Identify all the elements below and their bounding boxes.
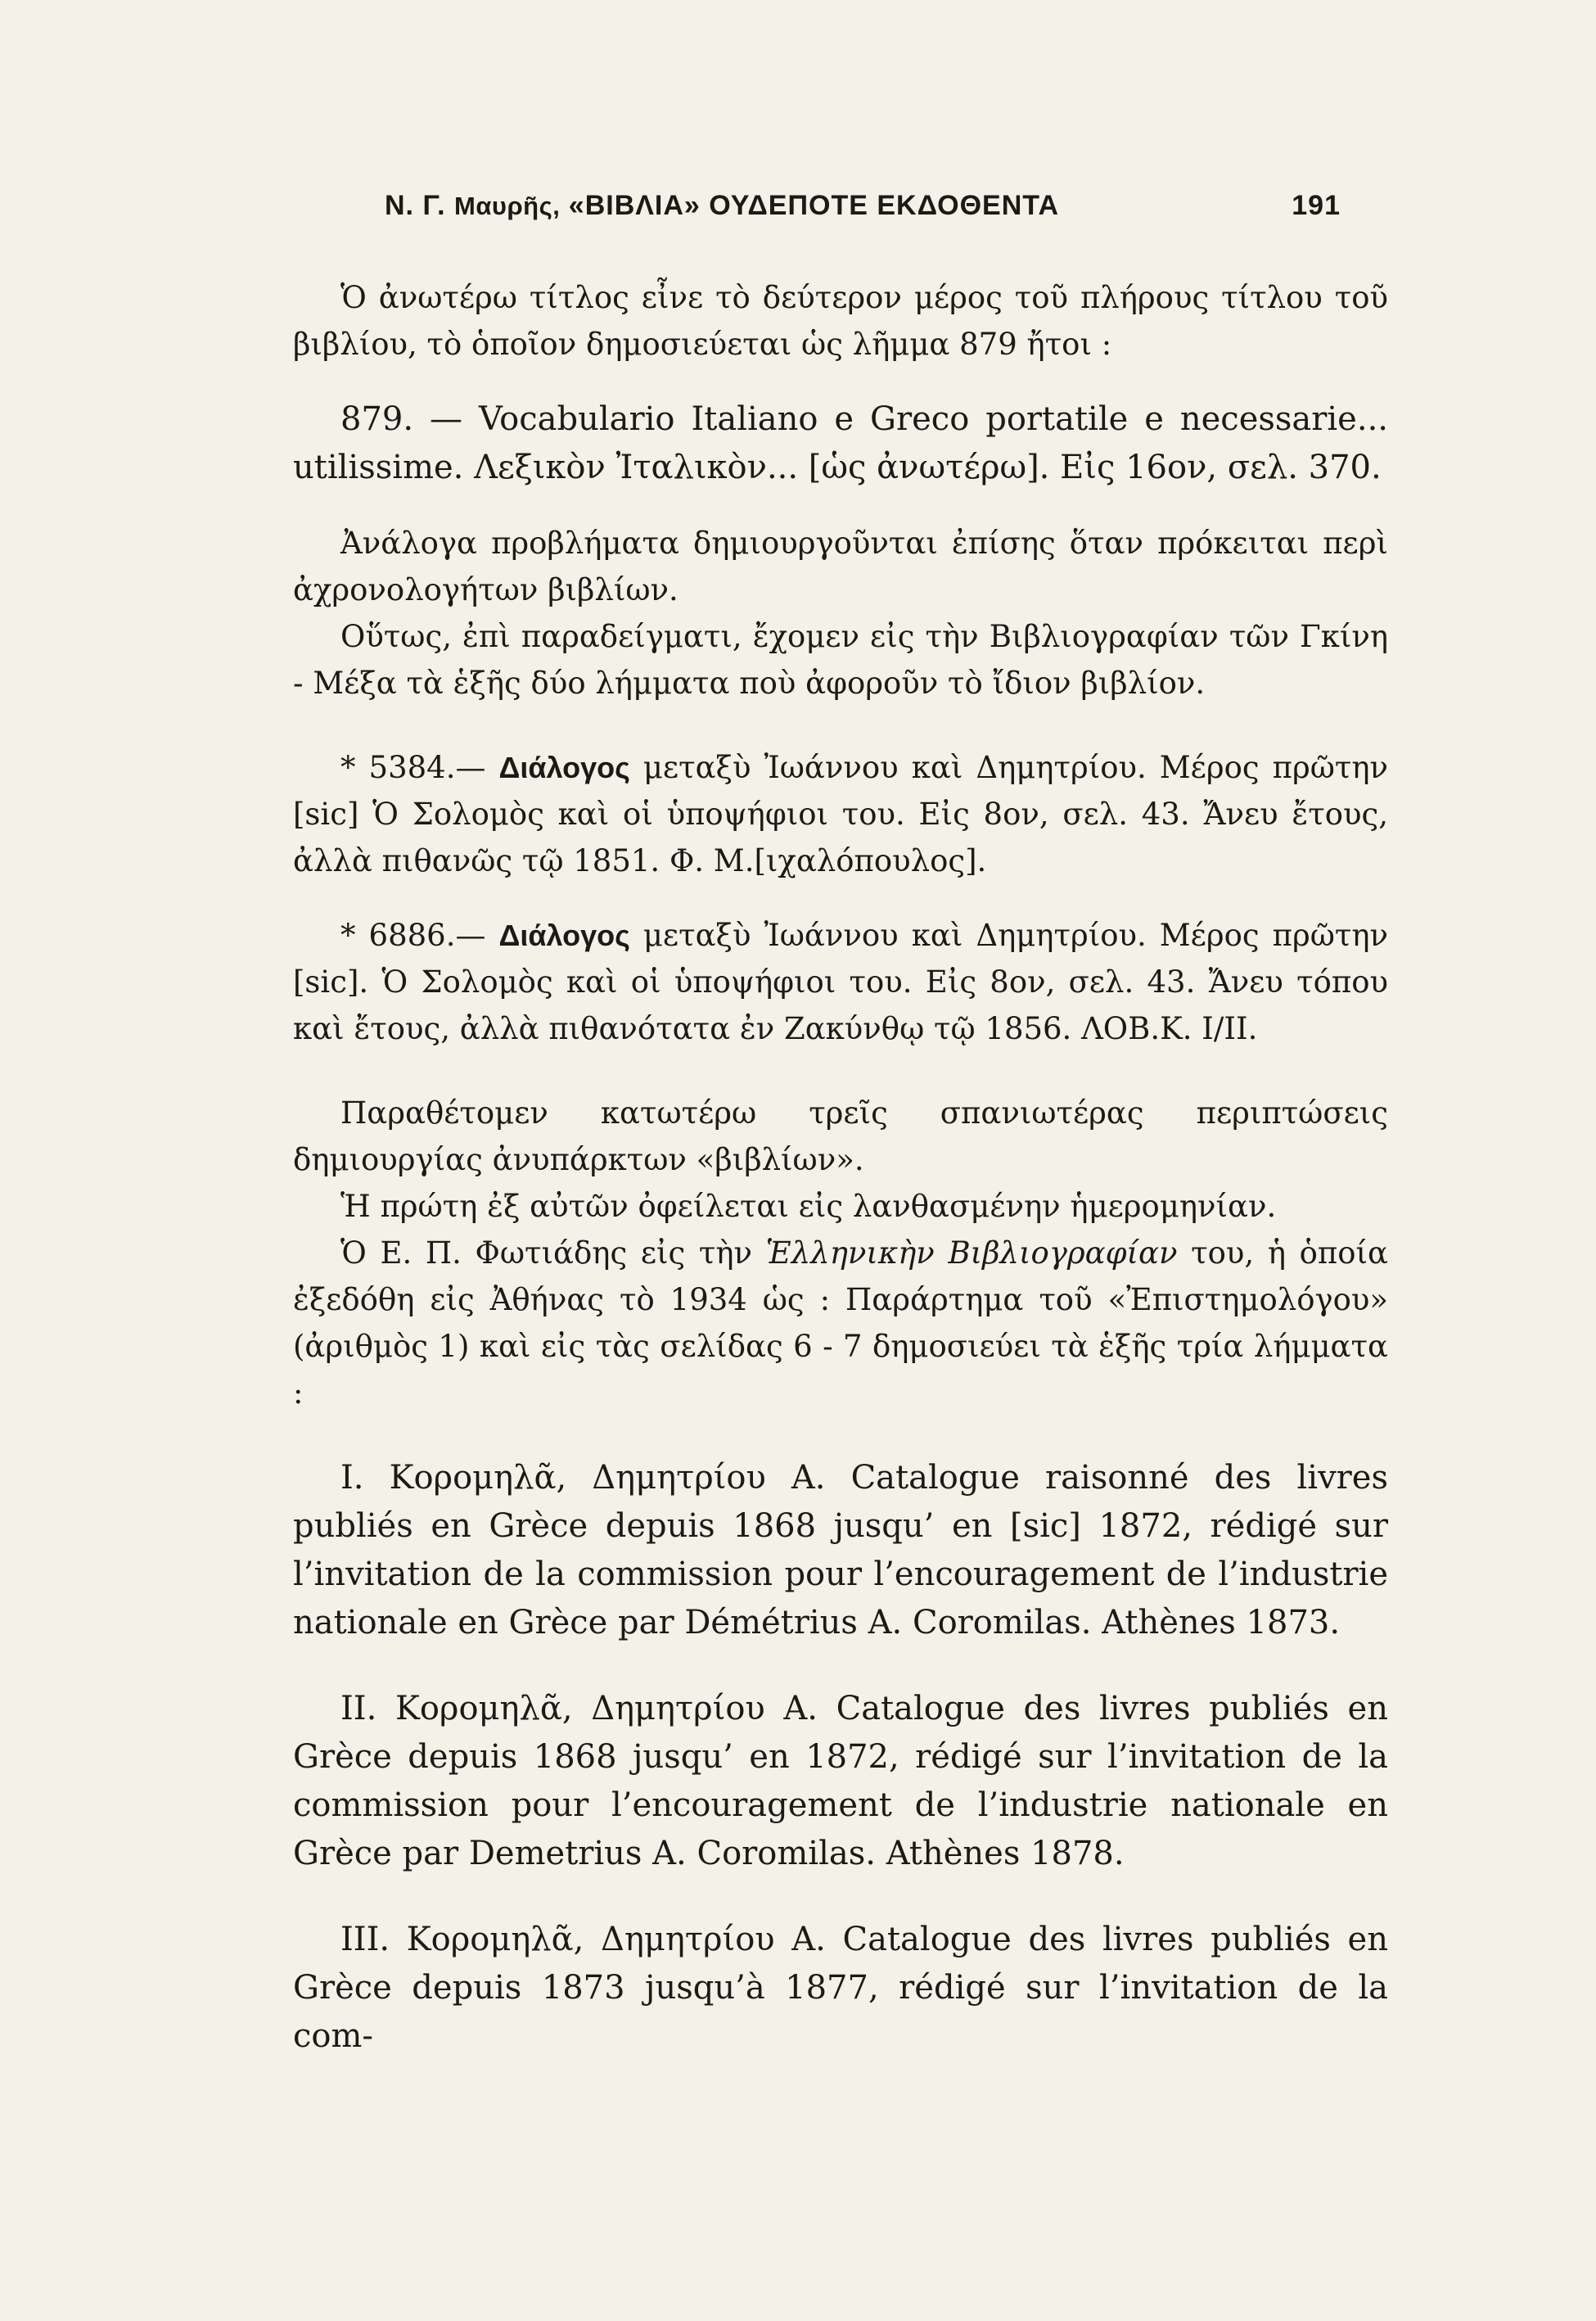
running-header <box>385 190 1350 233</box>
entry-description: μεταξὺ Ἰωάννου καὶ Δημητρίου. Μέρος πρῶτην [sic] Ὁ Σολομὸς καὶ οἱ ὑποψήφιοι του. Εἰς 8ον, σελ. 43. Ἄνευ ἔτους, ἀλλὰ πιθανῶς τῷ 1851. Φ. Μ.[ιχαλόπουλος]. <box>293 750 1389 878</box>
paragraph-title-note: Ὁ ἀνωτέρω τίτλος εἶνε τὸ δεύτερον μέρος τοῦ πλήρους τίτλου τοῦ βιβλίου, τὸ ὁποῖον δημοσιεύεται ὡς λῆμμα 879 ἤτοι : <box>293 280 1388 362</box>
author-surname: Μαυρῆς, <box>454 192 561 220</box>
page-number: 191 <box>1292 190 1341 221</box>
body-text <box>293 274 1388 2061</box>
running-title: «ΒΙΒΛΙΑ» ΟΥΔΕΠΟΤΕ ΕΚΔΟΘΕΝΤΑ <box>568 190 1060 221</box>
paragraph-first-case: Ἡ πρώτη ἐξ αὐτῶν ὀφείλεται εἰς λανθασμένην ἡμερομηνίαν. <box>340 1189 1277 1224</box>
book-title-italic: Ἑλληνικὴν Βιβλιογραφίαν <box>765 1235 1178 1271</box>
author-name <box>454 190 560 221</box>
fotiadis-text-after: του, ἡ ὁποία ἐξεδόθη εἰς Ἀθήνας τὸ 1934 ὡς : Παράρτημα τοῦ «Ἐπιστημολόγου» (ἀριθμὸς 1) καὶ εἰς τὰς σελίδας 6 - 7 δημοσιεύει τὰ ἑξῆς τρία λήμματα : <box>293 1235 1388 1411</box>
entry-description: μεταξὺ Ἰωάννου καὶ Δημητρίου. Μέρος πρῶτην [sic]. Ὁ Σολομὸς καὶ οἱ ὑποψήφιοι του. Εἰς 8ον, σελ. 43. Ἄνευ τόπου καὶ ἔτους, ἀλλὰ πιθανότατα ἐν Ζακύνθῳ τῷ 1856. ΛΟΒ.Κ. Ι/ΙΙ. <box>293 918 1389 1046</box>
paragraph-fotiadis <box>293 1230 1388 1416</box>
entry-5384 <box>293 744 1388 884</box>
author-initials: Ν. Γ. <box>385 190 446 221</box>
paragraph-undated-books: Ἀνάλογα προβλήματα δημιουργοῦνται ἐπίσης ὅταν πρόκειται περὶ ἀχρονολογήτων βιβλίων. <box>293 526 1388 607</box>
entry-number: * 5384.— <box>340 750 486 785</box>
catalogue-item-3: III. Κορομηλᾶ, Δημητρίου Α. Catalogue des livres publiés en Grèce depuis 1873 jusqu’à 1877, rédigé sur l’invitation de la com- <box>293 1921 1388 2055</box>
entry-keyword: Διάλογος <box>498 919 630 952</box>
paragraph-example: Οὕτως, ἐπὶ παραδείγματι, ἔχομεν εἰς τὴν Βιβλιογραφίαν τῶν Γκίνη - Μέξα τὰ ἑξῆς δύο λήμματα ποὺ ἀφοροῦν τὸ ἴδιον βιβλίον. <box>293 619 1388 701</box>
catalogue-item-1: I. Κορομηλᾶ, Δημητρίου Α. Catalogue raisonné des livres publiés en Grèce depuis 1868 jusqu’ en [sic] 1872, rédigé sur l’invitation de la commission pour l’encouragement de l’industrie nationale en Grèce par Démétrius A. Coromilas. Athènes 1873. <box>293 1459 1388 1641</box>
running-title-line <box>385 190 1059 222</box>
entry-keyword: Διάλογος <box>498 751 630 784</box>
fotiadis-text-before: Ὁ Ε. Π. Φωτιάδης εἰς τὴν <box>340 1235 766 1271</box>
entry-6886 <box>293 912 1388 1052</box>
paragraph-three-cases: Παραθέτομεν κατωτέρω τρεῖς σπανιωτέρας περιπτώσεις δημιουργίας ἀνυπάρκτων «βιβλίων». <box>293 1095 1388 1177</box>
entry-879: 879. — Vocabulario Italiano e Greco portatile e necessarie... utilissime. Λεξικὸν Ἰταλικὸν... [ὡς ἀνωτέρω]. Εἰς 16ον, σελ. 370. <box>293 400 1388 486</box>
entry-number: * 6886.— <box>340 918 486 953</box>
catalogue-item-2: II. Κορομηλᾶ, Δημητρίου Α. Catalogue des livres publiés en Grèce depuis 1868 jusqu’ en 1872, rédigé sur l’invitation de la commission pour l’encouragement de l’industrie nationale en Grèce par Demetrius A. Coromilas. Athènes 1878. <box>293 1690 1388 1872</box>
